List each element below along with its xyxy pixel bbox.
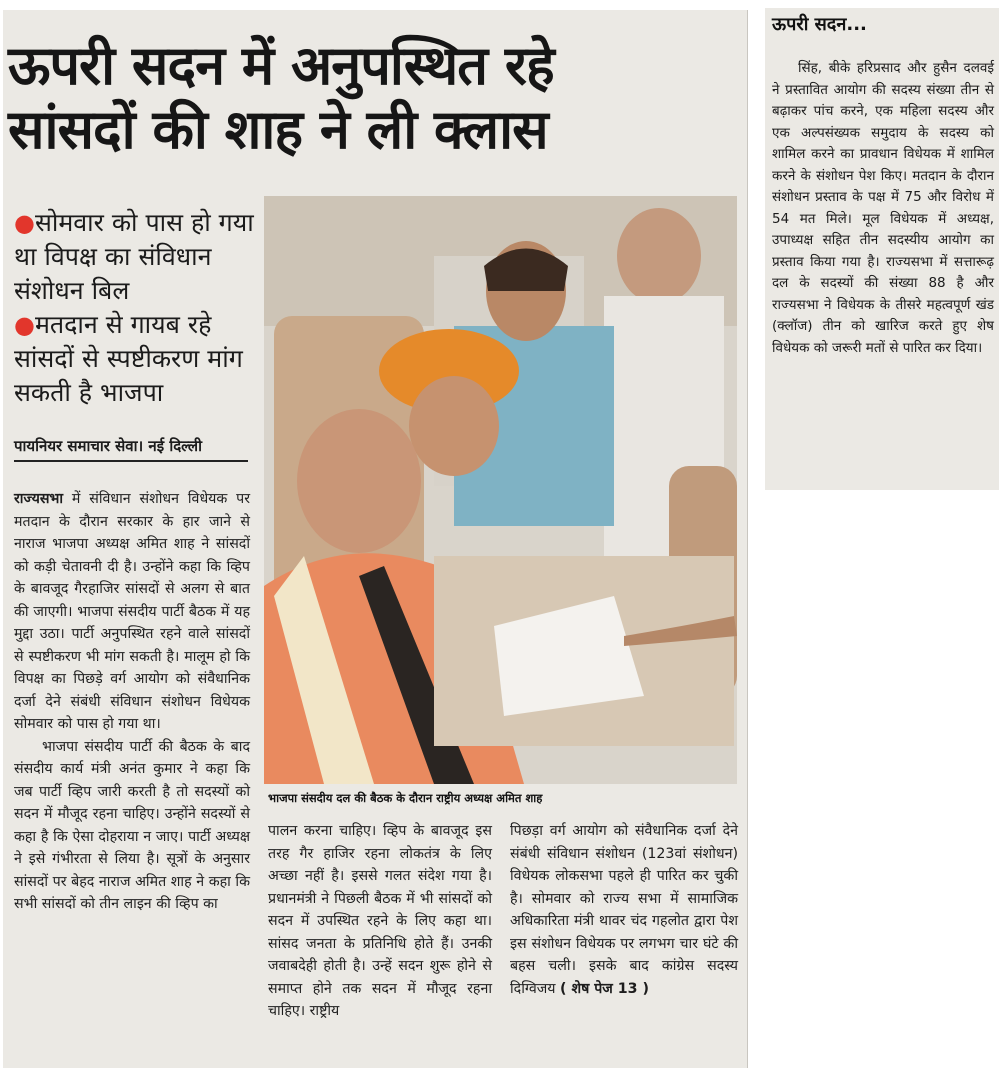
- continued-page-note: ( शेष पेज 13 ): [560, 980, 649, 997]
- byline: पायनियर समाचार सेवा। नई दिल्ली: [14, 436, 248, 462]
- paragraph: [510, 820, 738, 1000]
- bullet-dot-icon: ●: [14, 209, 35, 237]
- paragraph: [14, 488, 250, 736]
- deck-text-1: सोमवार को पास हो गया था विपक्ष का संविधान संशोधन बिल: [14, 208, 254, 305]
- headline-line-2: सांसदों की शाह ने ली क्लास: [8, 98, 548, 161]
- article-column-3: [510, 820, 738, 1000]
- news-photo: [264, 196, 737, 784]
- paragraph: पालन करना चाहिए। व्हिप के बावजूद इस तरह गैर हाजिर रहना लोकतंत्र के लिए अच्छा नहीं है। इससे गलत संदेश गया है। प्रधानमंत्री ने पिछली बैठक में भी सांसदों को सदन में उपस्थित रहने के लिए कहा था। सांसद जनता के प्रतिनिधि होते हैं। उनकी जवाबदेही होती है। उन्हें सदन शुरू होने से समाप्त होने तक सदन में मौजूद रहना चाहिए। राष्ट्रीय: [268, 823, 492, 1019]
- continuation-text: [772, 58, 994, 359]
- paragraph: भाजपा संसदीय पार्टी की बैठक के बाद संसदीय कार्य मंत्री अनंत कुमार ने कहा कि जब पार्टी व्हिप जारी करती है तो सदस्यों को सदन में मौजूद रहना चाहिए। उन्होंने सदस्यों से कहा है कि ऐसा दोहराया न जाए। पार्टी अध्यक्ष ने इसे गंभीरता से लिया है। सूत्रों के अनुसार सांसदों पर बेहद नाराज अमित शाह ने कहा कि सभी सांसदों को तीन लाइन की व्हिप का: [14, 738, 250, 912]
- photo-caption: भाजपा संसदीय दल की बैठक के दौरान राष्ट्रीय अध्यक्ष अमित शाह: [268, 791, 543, 805]
- paragraph-text: पिछड़ा वर्ग आयोग को संवैधानिक दर्जा देने संबंधी संविधान संशोधन (123वां संशोधन) विधेयक लोकसभा पहले ही पारित कर चुकी है। सोमवार को राज्य सभा में सामाजिक अधिकारिता मंत्री थावर चंद गहलोत द्वारा पेश इस संशोधन विधेयक पर लगभग चार घंटे की बहस चली। इसके बाद कांग्रेस सदस्य दिग्विजय: [510, 823, 738, 997]
- photo-illustration: [264, 196, 737, 784]
- bullet-dot-icon: ●: [14, 311, 35, 339]
- continuation-title: ऊपरी सदन...: [772, 14, 867, 35]
- article-column-1: [14, 488, 250, 916]
- deck-item-2: [14, 308, 254, 410]
- deck: [14, 206, 254, 410]
- paragraph: सिंह, बीके हरिप्रसाद और हुसैन दलवई ने प्रस्तावित आयोग की सदस्य संख्या तीन से बढ़ाकर पांच करने, एक महिला सदस्य और एक अल्पसंख्यक समुदाय के सदस्य को शामिल करने का प्रावधान विधेयक में शामिल करने के संशोधन पेश किए। मतदान के दौरान संशोधन प्रस्ताव के पक्ष में 75 और विरोध में 54 मत मिले। मूल विधेयक में अध्यक्ष, उपाध्यक्ष सहित तीन सदस्यीय आयोग का प्रस्ताव किया गया है। राज्यसभा में सत्तारूढ़ दल के सदस्यों की संख्या 88 है और राज्यसभा ने विधेयक के तीसरे महत्वपूर्ण खंड (क्लॉज) तीन को खारिज करते हुए शेष विधेयक को जरूरी मतों से पारित कर दिया।: [772, 60, 994, 356]
- deck-item-1: [14, 206, 254, 308]
- lead-word: राज्यसभा: [14, 491, 64, 507]
- headline: [8, 34, 734, 162]
- deck-text-2: मतदान से गायब रहे सांसदों से स्पष्टीकरण मांग सकती है भाजपा: [14, 310, 243, 407]
- paragraph-text: में संविधान संशोधन विधेयक पर मतदान के दौरान सरकार के हार जाने से नाराज भाजपा अध्यक्ष अमित शाह ने सांसदों को कड़ी चेतावनी दी है। उन्होंने कहा कि व्हिप के बावजूद गैरहाजिर सांसदों से अलग से बात की जाएगी। भाजपा संसदीय पार्टी बैठक में यह मुद्दा उठा। पार्टी अनुपस्थित रहने वाले सांसदों से स्पष्टीकरण भी मांग सकती है। मालूम हो कि विपक्ष का पिछड़े वर्ग आयोग को संवैधानिक दर्जा देने संबंधी संविधान संशोधन विधेयक सोमवार को पास हो गया था।: [14, 491, 250, 732]
- article-column-2: [268, 820, 492, 1023]
- headline-line-1: ऊपरी सदन में अनुपस्थित रहे: [8, 34, 554, 97]
